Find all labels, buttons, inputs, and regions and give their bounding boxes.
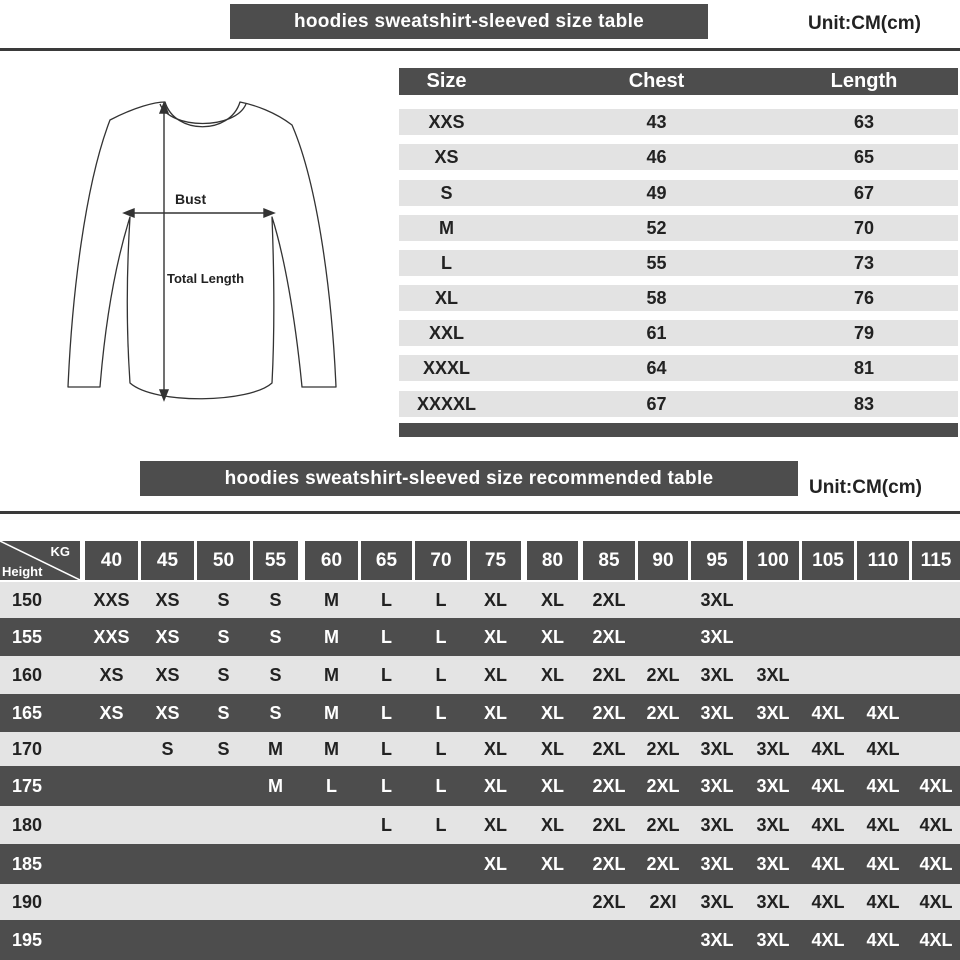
kg-header: 60 [305,541,358,580]
kg-header: 90 [638,541,688,580]
size-cell: XXXL [422,358,470,378]
size-recommendation-cell: 3XL [700,776,734,796]
size-table-row [399,355,958,381]
size-recommendation-cell: XL [540,627,564,647]
recommend-table-row [0,582,960,618]
size-recommendation-cell: XS [99,665,124,685]
size-recommendation-cell: XL [540,776,564,796]
size-recommendation-cell: 3XL [700,854,734,874]
kg-header: 45 [141,541,194,580]
size-recommendation-cell: 3XL [756,703,790,723]
recommend-table-row [0,694,960,732]
corner-height-label: Height [2,564,43,579]
size-recommendation-cell: 4XL [866,703,900,723]
size-recommendation-cell: M [324,739,339,759]
size-recommendation-cell: S [217,739,230,759]
chest-cell: 46 [646,147,667,167]
size-table-row [399,109,958,135]
recommend-table-row [0,732,960,766]
size-recommendation-cell: 2XL [592,739,626,759]
kg-header: 110 [857,541,909,580]
chest-cell: 61 [646,323,667,343]
size-recommendation-cell: 4XL [919,776,953,796]
size-recommendation-cell: 4XL [866,854,900,874]
size-recommendation-cell: 4XL [866,739,900,759]
size-recommendation-cell: L [435,590,447,610]
height-cell: 155 [12,627,43,647]
height-cell: 160 [12,665,43,685]
size-recommendation-cell: S [217,665,230,685]
chest-cell: 55 [646,253,667,273]
size-recommendation-cell: 2XL [592,590,626,610]
recommend-table-row [0,618,960,656]
size-recommendation-cell: 3XL [700,892,734,912]
size-table-title: hoodies sweatshirt-sleeved size table [230,4,708,39]
length-cell: 73 [853,253,875,273]
size-recommendation-cell: 4XL [811,815,845,835]
size-recommendation-cell: L [381,776,392,796]
size-recommendation-cell: L [435,815,447,835]
chest-cell: 49 [646,183,667,203]
size-recommendation-cell: 2XL [646,703,680,723]
size-table-row [399,391,958,417]
size-recommendation-cell: 2XL [646,776,680,796]
size-recommendation-cell: 4XL [866,776,900,796]
size-recommendation-cell: XL [483,854,507,874]
size-recommendation-cell: 2XL [592,854,626,874]
recommend-table-unit: Unit:CM(cm) [809,477,922,498]
size-recommendation-cell: XL [483,665,507,685]
header-size: Size [426,70,467,92]
size-recommendation-cell: XL [540,739,564,759]
kg-header: 85 [583,541,635,580]
size-recommendation-cell: 4XL [811,776,845,796]
height-cell: 175 [12,776,43,796]
size-cell: XS [434,147,459,167]
size-recommendation-cell: 3XL [700,590,734,610]
size-recommendation-cell: L [381,703,392,723]
size-recommendation-cell: 4XL [866,815,900,835]
size-recommendation-cell: 2XL [592,703,626,723]
size-recommendation-cell: 2XI [649,892,677,912]
size-recommendation-cell: 3XL [700,665,734,685]
size-table-row [399,144,958,170]
size-cell: L [441,253,452,273]
size-cell: XXS [428,112,465,132]
size-recommendation-cell: 2XL [592,815,626,835]
size-recommendation-cell: M [324,703,339,723]
size-recommendation-cell: 2XL [646,815,680,835]
size-recommendation-cell: 3XL [756,665,790,685]
height-cell: 150 [12,590,43,610]
size-recommendation-cell: XS [155,665,180,685]
size-recommendation-cell: 2XL [646,854,680,874]
size-recommendation-cell: S [269,627,282,647]
length-arrow [160,103,168,400]
recommend-table-row [0,844,960,884]
size-recommendation-cell: 2XL [592,665,626,685]
size-recommendation-cell: M [268,739,283,759]
size-table-row [399,285,958,311]
chest-cell: 64 [646,358,667,378]
sweatshirt-diagram [60,95,340,415]
size-recommendation-cell: 3XL [756,776,790,796]
size-table-row [399,180,958,206]
size-recommendation-cell: 4XL [866,892,900,912]
chest-cell: 43 [646,112,667,132]
kg-header: 75 [470,541,521,580]
size-table-footer-bar [399,423,958,437]
size-recommendation-cell: 4XL [811,854,845,874]
middle-divider [0,511,960,514]
size-recommendation-cell: L [381,815,392,835]
kg-header: 70 [415,541,467,580]
size-recommendation-cell: 3XL [700,703,734,723]
size-recommendation-cell: L [381,590,392,610]
size-recommendation-cell: XXS [93,590,130,610]
size-table-header [399,68,958,95]
kg-header: 50 [197,541,250,580]
size-recommendation-cell: 2XL [592,627,626,647]
size-recommendation-cell: L [435,776,447,796]
size-recommendation-cell: L [326,776,337,796]
size-recommendation-cell: L [381,627,392,647]
size-recommendation-cell: XL [483,815,507,835]
kg-header: 40 [85,541,138,580]
size-recommendation-cell: S [269,703,282,723]
height-cell: 190 [12,892,43,912]
size-table-row [399,320,958,346]
length-cell: 67 [853,183,875,203]
total-length-label: Total Length [167,271,245,286]
length-cell: 81 [853,358,875,378]
kg-header: 95 [691,541,743,580]
size-recommendation-cell: XXS [93,627,130,647]
size-recommendation-cell: XS [155,590,180,610]
kg-header: 65 [361,541,412,580]
recommend-table-row [0,806,960,844]
size-recommendation-cell: 4XL [919,930,953,950]
corner-header [0,541,80,580]
size-recommendation-cell: L [435,739,447,759]
size-recommendation-cell: XS [99,703,124,723]
top-divider [0,48,960,51]
size-recommendation-cell: 4XL [811,703,845,723]
header-chest: Chest [628,70,685,92]
kg-header: 115 [912,541,960,580]
size-cell: XXL [428,323,464,343]
length-cell: 65 [853,147,875,167]
size-recommendation-cell: S [269,590,282,610]
size-recommendation-cell: XL [540,703,564,723]
size-recommendation-cell: L [381,665,392,685]
recommend-table-row [0,884,960,920]
length-cell: 76 [853,288,875,308]
size-table-unit: Unit:CM(cm) [808,13,921,34]
height-cell: 165 [12,703,43,723]
size-recommendation-cell: XS [155,703,180,723]
chest-cell: 52 [646,218,667,238]
size-recommendation-cell: S [217,627,230,647]
size-recommendation-cell: 2XL [646,739,680,759]
size-table-row [399,250,958,276]
length-cell: 63 [853,112,875,132]
recommend-table-title: hoodies sweatshirt-sleeved size recommended table [140,461,798,496]
height-cell: 170 [12,739,43,759]
size-recommendation-cell: 3XL [756,892,790,912]
recommend-table-row [0,766,960,806]
size-cell: M [439,218,454,238]
size-recommendation-cell: 3XL [756,815,790,835]
size-recommendation-cell: XL [483,739,507,759]
size-recommendation-cell: 3XL [700,930,734,950]
size-recommendation-cell: XL [540,590,564,610]
size-recommendation-cell: M [324,590,339,610]
chest-cell: 67 [646,394,667,414]
kg-header: 80 [527,541,578,580]
size-recommendation-cell: XS [155,627,180,647]
size-recommendation-cell: 2XL [592,776,626,796]
size-cell: XXXXL [416,394,477,414]
size-recommendation-cell: S [269,665,282,685]
size-recommendation-cell: XL [540,854,564,874]
size-recommendation-cell: XL [540,815,564,835]
recommend-table-row [0,920,960,960]
size-recommendation-cell: L [435,703,447,723]
size-recommendation-cell: S [217,703,230,723]
length-cell: 79 [853,323,875,343]
length-cell: 83 [853,394,875,414]
height-cell: 195 [12,930,43,950]
height-cell: 180 [12,815,43,835]
size-recommendation-cell: XL [483,627,507,647]
size-cell: XL [434,288,458,308]
recommend-table-row [0,656,960,694]
size-recommendation-cell: XL [483,776,507,796]
size-recommendation-cell: S [217,590,230,610]
sweatshirt-outline [68,102,336,399]
size-recommendation-cell: XL [483,590,507,610]
size-recommendation-cell: XL [483,703,507,723]
size-recommendation-cell: S [161,739,174,759]
size-recommendation-cell: 4XL [866,930,900,950]
size-recommendation-cell: 3XL [700,815,734,835]
size-recommendation-cell: L [435,627,447,647]
size-recommendation-cell: 4XL [919,815,953,835]
corner-kg-label: KG [50,544,70,559]
size-recommendation-cell: 4XL [811,892,845,912]
kg-header: 100 [747,541,799,580]
size-recommendation-cell: 4XL [811,930,845,950]
bust-label: Bust [175,191,207,207]
size-recommendation-cell: 2XL [592,892,626,912]
size-recommendation-cell: 2XL [646,665,680,685]
size-recommendation-cell: 4XL [919,892,953,912]
size-table-row [399,215,958,241]
size-recommendation-cell: 4XL [919,854,953,874]
size-recommendation-cell: M [324,627,339,647]
size-recommendation-cell: 3XL [756,854,790,874]
kg-header: 55 [253,541,298,580]
size-recommendation-cell: 3XL [700,627,734,647]
height-cell: 185 [12,854,43,874]
size-recommendation-cell: M [324,665,339,685]
chest-cell: 58 [646,288,667,308]
size-recommendation-cell: 4XL [811,739,845,759]
size-recommendation-cell: XL [540,665,564,685]
length-cell: 70 [853,218,875,238]
size-recommendation-cell: L [435,665,447,685]
size-recommendation-cell: 3XL [756,930,790,950]
size-recommendation-cell: M [268,776,283,796]
size-recommendation-cell: 3XL [700,739,734,759]
size-recommendation-cell: 3XL [756,739,790,759]
size-recommendation-cell: L [381,739,392,759]
header-length: Length [830,70,898,92]
bust-arrow [124,209,274,217]
kg-header: 105 [802,541,854,580]
size-cell: S [440,183,453,203]
